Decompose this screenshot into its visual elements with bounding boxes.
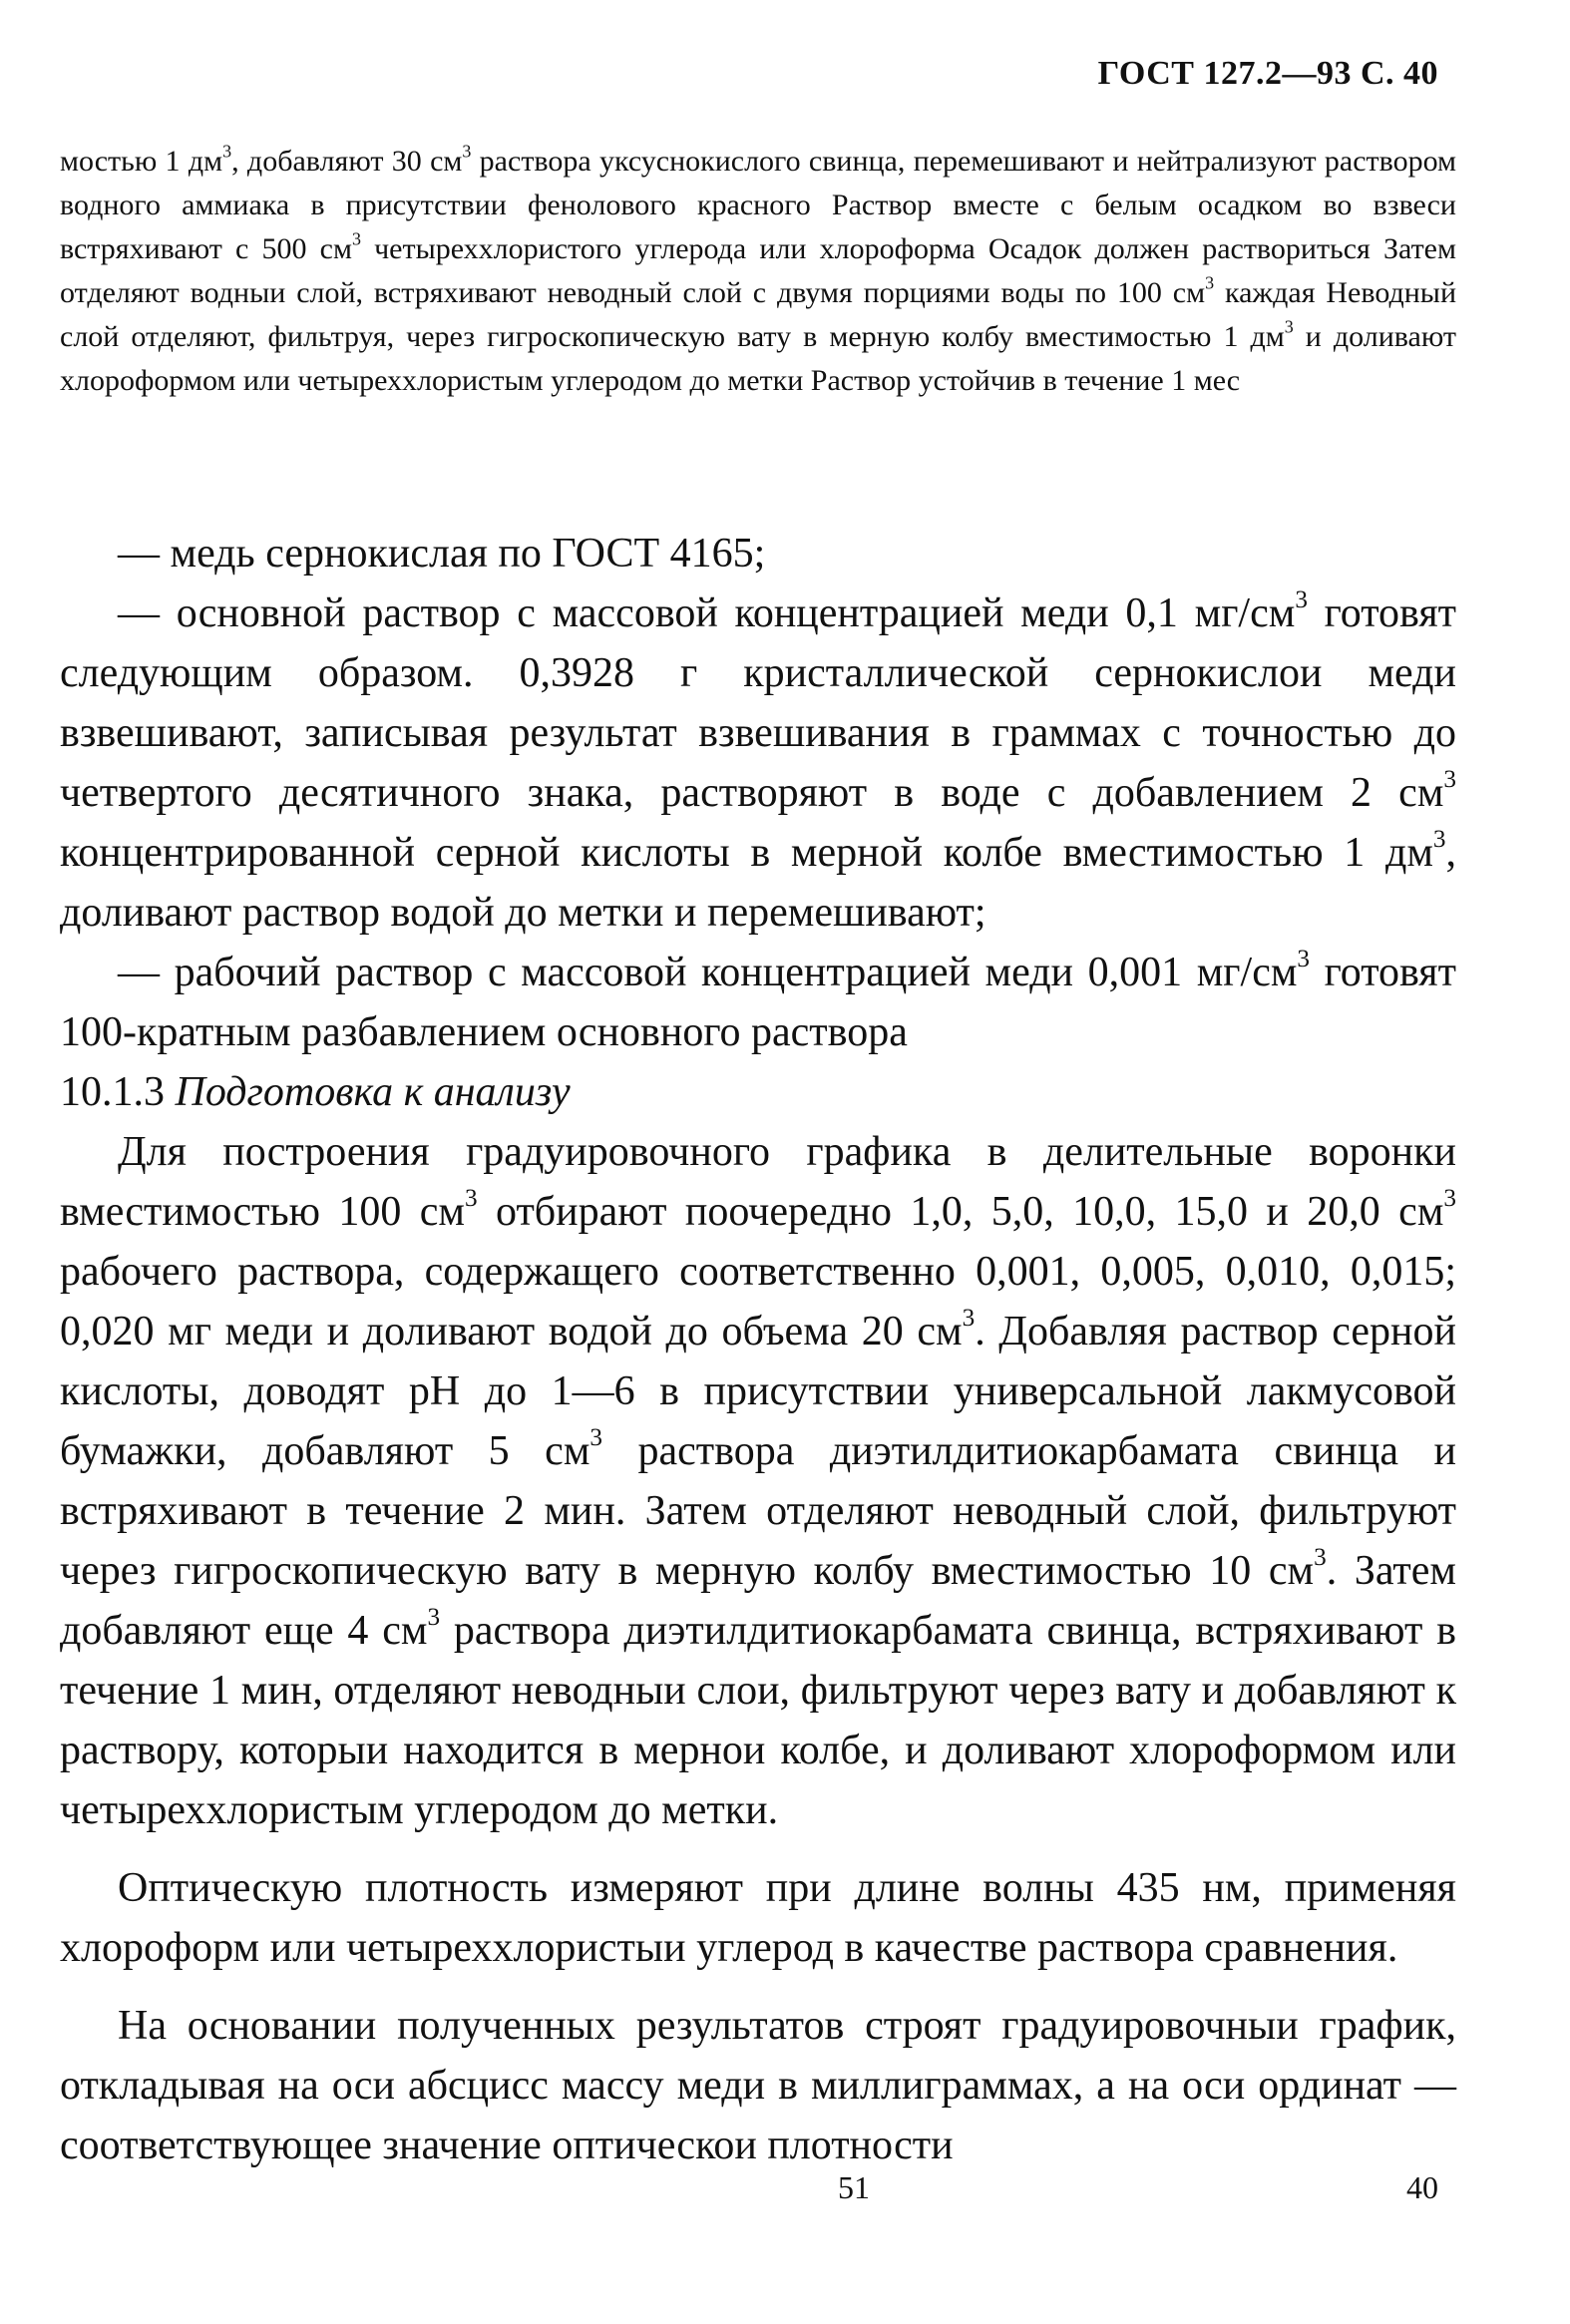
- superscript: 3: [222, 141, 232, 162]
- text-run: каждая Неводный слой отделяют, фильтруя, через гигроскопическую вату в мерную колбу вместимостью 1 дм: [60, 276, 1457, 353]
- text-run: раствора диэтилдитиокарбамата свинца, встряхивают в течение 1 мин, отделяют неводныи слои, фильтруют через вату и добавляют к раствору, которыи находится в мернои колбе, и доливают хлороформом или четыреххлористым углеродом до метки.: [60, 1608, 1456, 1833]
- item-stock-solution: [60, 583, 1456, 943]
- text-run: концентрированной серной кислоты в мерной колбе вместимостью 1 дм: [60, 830, 1433, 876]
- text-run: , добавляют 30 см: [231, 145, 463, 178]
- superscript: 3: [1314, 1544, 1327, 1572]
- reagent-preparation-text: [60, 140, 1456, 403]
- text-run: готовят 100-кратным разбавлением основного раствора: [60, 950, 1456, 1055]
- document-page: [60, 55, 1456, 2279]
- superscript: 3: [462, 141, 472, 162]
- preparation-paragraph: [60, 1122, 1456, 1840]
- page-number-right: 40: [1406, 2169, 1438, 2205]
- section-title: Подготовка к анализу: [175, 1069, 571, 1115]
- text-run: . Затем добавляют еще 4 см: [60, 1548, 1457, 1654]
- item-working-solution: [60, 943, 1456, 1062]
- text-run: четыреххлористого углерода или хлороформа Осадок должен раствориться Затем отделяют водныи слой, встряхивают неводный слой с двумя порциями воды по 100 см: [60, 232, 1456, 309]
- superscript: 3: [1297, 946, 1311, 973]
- section-heading: [60, 1062, 1456, 1122]
- text-run: рабочего раствора, содержащего соответственно 0,001, 0,005, 0,010, 0,015; 0,020 мг меди и доливают водой до объема 20 см: [60, 1249, 1456, 1355]
- text-run: , доливают раствор водой до метки и перемешивают;: [60, 830, 1456, 936]
- text-run: и доливают хлороформом или четыреххлористым углеродом до метки Раствор устойчив в течение 1 мес: [60, 320, 1456, 397]
- optical-density-paragraph: Оптическую плотность измеряют при длине волны 435 нм, применяя хлороформ или четыреххлористыи углерод в качестве раствора сравнения.: [60, 1865, 1456, 1971]
- superscript: 3: [962, 1305, 976, 1333]
- text-run: — основной раствор с массовой концентрацией меди 0,1 мг/см: [118, 590, 1296, 636]
- superscript: 3: [1432, 826, 1446, 854]
- small-paragraph: [60, 140, 1456, 403]
- superscript: 3: [589, 1424, 602, 1452]
- superscript: 3: [1443, 766, 1456, 794]
- text-run: . Добавляя раствор серной кислоты, доводят рН до 1—6 в присутствии универсальной лакмусовой бумажки, добавляют 5 см: [60, 1309, 1457, 1474]
- superscript: 3: [465, 1185, 478, 1213]
- page-number-center: 51: [838, 2169, 870, 2205]
- text-run: раствора диэтилдитиокарбамата свинца и встряхивают в течение 2 мин. Затем отделяют неводный слой, фильтруют через гигроскопическую вату в мерную колбу вместимостью 10 см: [60, 1428, 1456, 1594]
- main-text: [60, 524, 1456, 2175]
- text-run: мостью 1 дм: [60, 145, 223, 178]
- superscript: 3: [1284, 316, 1294, 337]
- text-run: раствора уксуснокислого свинца, перемешивают и нейтрализуют раствором водного аммиака в присутствии фенолового красного Раствор вместе с белым осадком во взвеси встряхивают с 500 см: [60, 145, 1456, 265]
- running-header: ГОСТ 127.2—93 С. 40: [1097, 55, 1438, 92]
- text-run: — рабочий раствор с массовой концентрацией меди 0,001 мг/см: [118, 950, 1298, 995]
- superscript: 3: [1295, 586, 1308, 614]
- text-run: отбирают поочередно 1,0, 5,0, 10,0, 15,0 и 20,0 см: [477, 1189, 1444, 1235]
- section-number: 10.1.3: [60, 1069, 176, 1115]
- text-run: Для построения градуировочного графика в делительные воронки вместимостью 100 см: [60, 1129, 1456, 1235]
- superscript: 3: [1443, 1185, 1456, 1213]
- text-run: готовят следующим образом. 0,3928 г кристаллической сернокислои меди взвешивают, записывая результат взвешивания в граммах с точностью до четвертого десятичного знака, растворяют в воде с добавлением 2 см: [60, 590, 1456, 816]
- item-copper-sulfate: — медь сернокислая по ГОСТ 4165;: [118, 531, 766, 577]
- calibration-graph-paragraph: На основании полученных результатов строят градуировочныи график, откладывая на оси абсцисс массу меди в миллиграммах, а на оси ординат — соответствующее значение оптическои плотности: [60, 2003, 1456, 2168]
- superscript: 3: [427, 1604, 441, 1632]
- superscript: 3: [1205, 272, 1215, 293]
- superscript: 3: [351, 228, 361, 249]
